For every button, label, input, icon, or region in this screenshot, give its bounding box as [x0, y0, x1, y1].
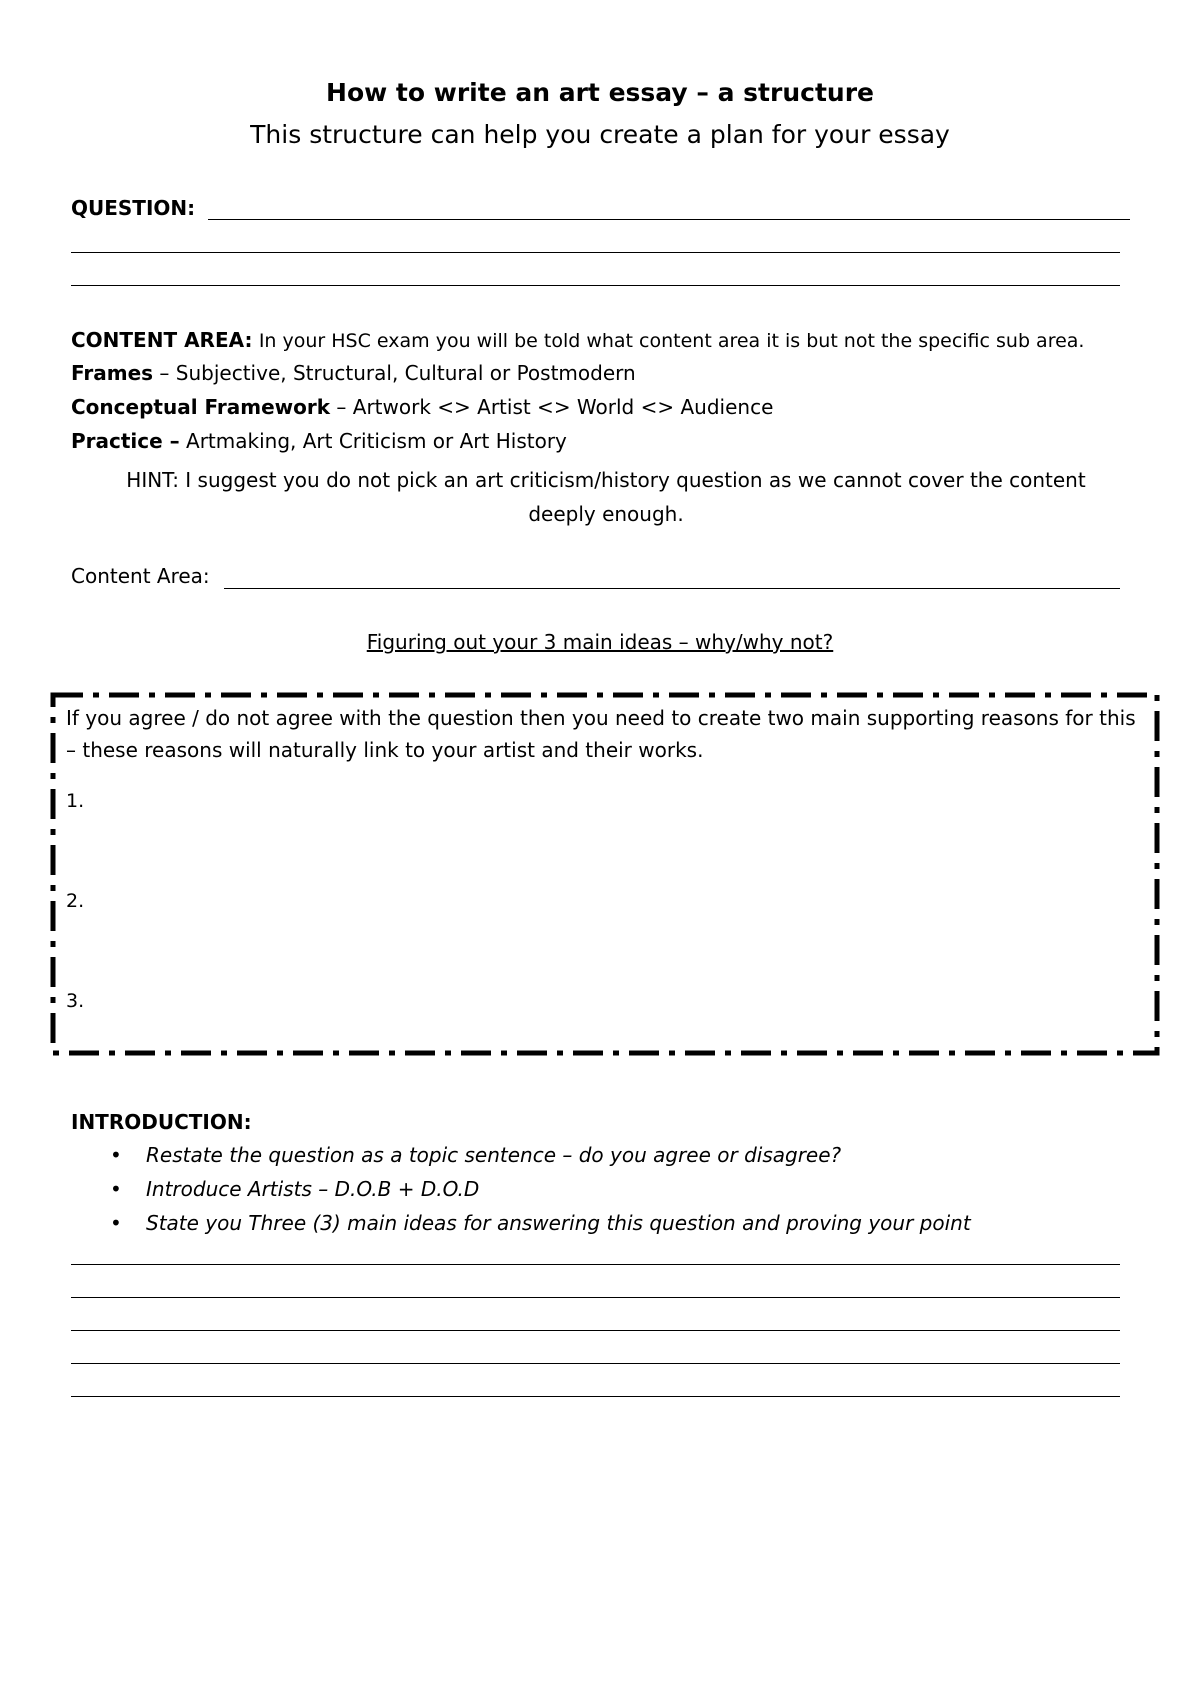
- introduction-answer-line-4[interactable]: [71, 1363, 1120, 1364]
- question-label: QUESTION:: [71, 196, 196, 220]
- frames-row: [71, 361, 636, 385]
- list-item: [110, 1172, 971, 1206]
- bullet-icon: •: [110, 1211, 122, 1235]
- list-item: [110, 1138, 971, 1172]
- framework-row: [71, 395, 773, 419]
- practice-row: [71, 429, 567, 453]
- introduction-answer-line-5[interactable]: [71, 1396, 1120, 1397]
- introduction-label: INTRODUCTION:: [71, 1110, 252, 1134]
- main-idea-2-label: 2.: [66, 890, 85, 912]
- content-area-label: CONTENT AREA:: [71, 328, 253, 352]
- page-subtitle: This structure can help you create a plan for your essay: [250, 120, 950, 149]
- framework-text: – Artwork <> Artist <> World <> Audience: [336, 395, 774, 419]
- content-area-field-label: Content Area:: [71, 564, 210, 588]
- main-ideas-instruction: If you agree / do not agree with the question then you need to create two main supporting reasons for this – these reasons will naturally link to your artist and their works.: [66, 706, 1136, 762]
- frames-text: – Subjective, Structural, Cultural or Postmodern: [159, 361, 636, 385]
- practice-text: Artmaking, Art Criticism or Art History: [186, 429, 567, 453]
- question-answer-line-2[interactable]: [71, 252, 1120, 253]
- hint-text: HINT: I suggest you do not pick an art criticism/history question as we cannot cover the content deeply enough.: [126, 468, 1086, 526]
- bullet-icon: •: [110, 1143, 122, 1167]
- list-item: [110, 1206, 971, 1240]
- introduction-answer-line-3[interactable]: [71, 1330, 1120, 1331]
- page-title: How to write an art essay – a structure: [326, 78, 874, 107]
- introduction-answer-line-1[interactable]: [71, 1264, 1120, 1265]
- main-ideas-heading: Figuring out your 3 main ideas – why/why not?: [366, 630, 834, 654]
- content-area-answer-line[interactable]: [224, 588, 1120, 589]
- frames-label: Frames: [71, 361, 154, 385]
- bullet-text: Introduce Artists – D.O.B + D.O.D: [146, 1177, 480, 1201]
- introduction-answer-line-2[interactable]: [71, 1297, 1120, 1298]
- bullet-icon: •: [110, 1177, 122, 1201]
- main-idea-1-label: 1.: [66, 790, 85, 812]
- bullet-text: Restate the question as a topic sentence – do you agree or disagree?: [146, 1143, 842, 1167]
- content-area-note: In your HSC exam you will be told what content area it is but not the specific sub area.: [258, 330, 1085, 352]
- practice-label: Practice –: [71, 429, 180, 453]
- content-area-row: [71, 328, 1084, 352]
- introduction-bullet-list: [110, 1138, 971, 1240]
- question-answer-line-1[interactable]: [208, 219, 1130, 220]
- main-idea-3-label: 3.: [66, 990, 85, 1012]
- bullet-text: State you Three (3) main ideas for answering this question and proving your point: [146, 1211, 971, 1235]
- framework-label: Conceptual Framework: [71, 395, 331, 419]
- question-answer-line-3[interactable]: [71, 285, 1120, 286]
